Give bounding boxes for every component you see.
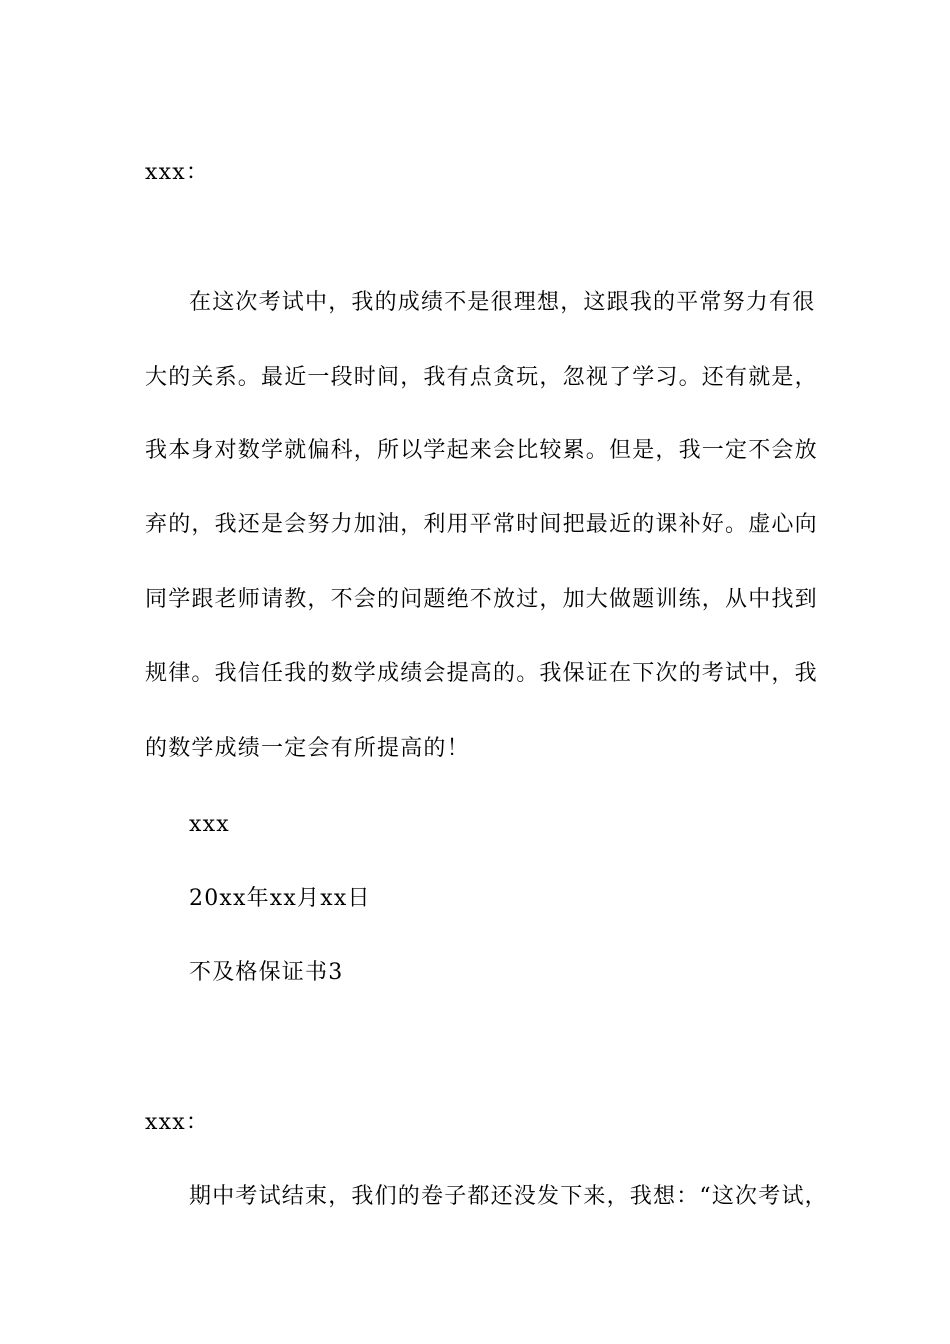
- paragraph-line: 期中考试结束，我们的卷子都还没发下来，我想：“这次考试，: [189, 1184, 828, 1209]
- salutation: xxx：: [145, 1110, 210, 1135]
- paragraph-line: 我本身对数学就偏科，所以学起来会比较累。但是，我一定不会放: [145, 438, 818, 463]
- paragraph-line: 同学跟老师请教，不会的问题绝不放过，加大做题训练，从中找到: [145, 587, 818, 612]
- date: 20xx年xx月xx日: [189, 886, 371, 911]
- paragraph-line: 大的关系。最近一段时间，我有点贪玩，忽视了学习。还有就是，: [145, 365, 818, 390]
- paragraph-line: 规律。我信任我的数学成绩会提高的。我保证在下次的考试中，我: [145, 661, 818, 686]
- paragraph-line: 的数学成绩一定会有所提高的！: [145, 736, 470, 761]
- paragraph-line: 弃的，我还是会努力加油，利用平常时间把最近的课补好。虚心向: [145, 512, 818, 537]
- paragraph-line: 在这次考试中，我的成绩不是很理想，这跟我的平常努力有很: [189, 290, 816, 315]
- signature: xxx: [189, 812, 230, 837]
- section-title: 不及格保证书3: [189, 960, 344, 985]
- salutation: xxx：: [145, 160, 210, 185]
